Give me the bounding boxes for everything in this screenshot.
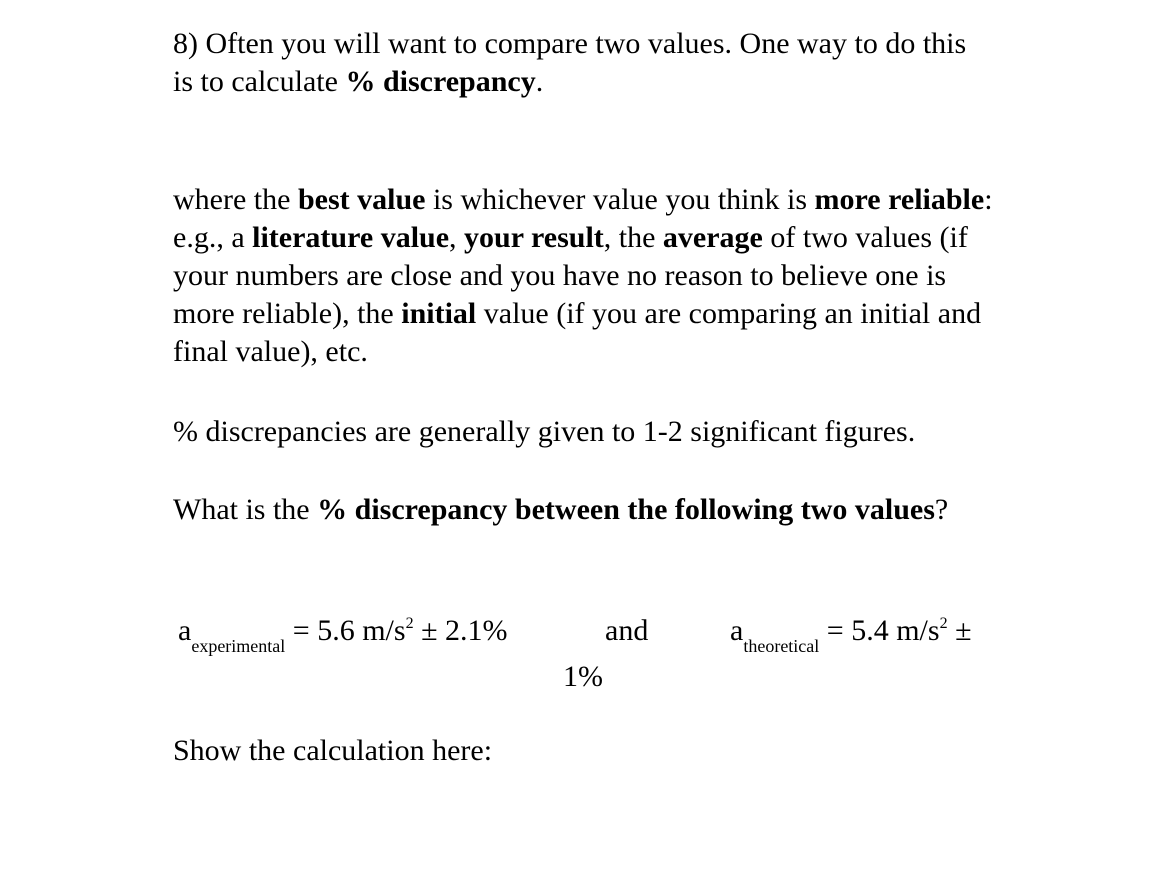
best-text-3: : e.g., a: [173, 183, 993, 254]
best-bold-6: initial: [401, 297, 477, 330]
values-comparison: [0, 612, 1170, 656]
best-value-explanation: [173, 181, 993, 371]
exp-value: = 5.6 m/s: [285, 614, 406, 647]
theo-subscript: theoretical: [743, 636, 820, 656]
best-bold-3: literature value: [252, 221, 450, 254]
theo-uncertainty-value: 1%: [563, 660, 603, 693]
best-text-5: , the: [603, 221, 663, 254]
question-bold: % discrepancy between the following two values: [317, 493, 935, 526]
connector-and: and: [605, 614, 649, 647]
question-prompt: [173, 491, 993, 529]
question-intro: [173, 25, 993, 101]
best-bold-1: best value: [297, 183, 426, 216]
exp-subscript: experimental: [191, 636, 286, 656]
best-bold-2: more reliable: [814, 183, 985, 216]
intro-bold-term: % discrepancy: [345, 65, 536, 98]
theo-exponent: 2: [939, 615, 948, 632]
theo-uncertainty-sign: ±: [947, 614, 972, 647]
best-text-1: where the: [173, 183, 298, 216]
sig-fig-note: % discrepancies are generally given to 1-2 significant figures.: [173, 415, 916, 448]
intro-end: .: [535, 65, 544, 98]
question-end: ?: [934, 493, 949, 526]
best-text-2: is whichever value you think is: [425, 183, 815, 216]
best-bold-5: average: [662, 221, 763, 254]
best-text-6: of two values (if your numbers are close and you have no reason to believe one is more reliable), the: [173, 221, 968, 330]
best-text-7: value (if you are comparing an initial and final value), etc.: [173, 297, 982, 368]
exp-uncertainty: ± 2.1%: [413, 614, 508, 647]
show-calculation-label: Show the calculation here:: [173, 734, 493, 767]
best-bold-4: your result: [464, 221, 604, 254]
theo-symbol: a: [730, 614, 744, 647]
question-text: What is the: [173, 493, 318, 526]
experimental-value: [178, 612, 508, 655]
intro-text: 8) Often you will want to compare two values. One way to do this is to calculate: [173, 27, 967, 98]
theoretical-value: [730, 612, 972, 655]
best-text-4: ,: [449, 221, 465, 254]
exp-exponent: 2: [405, 615, 414, 632]
exp-symbol: a: [178, 614, 192, 647]
theo-value: = 5.4 m/s: [819, 614, 940, 647]
